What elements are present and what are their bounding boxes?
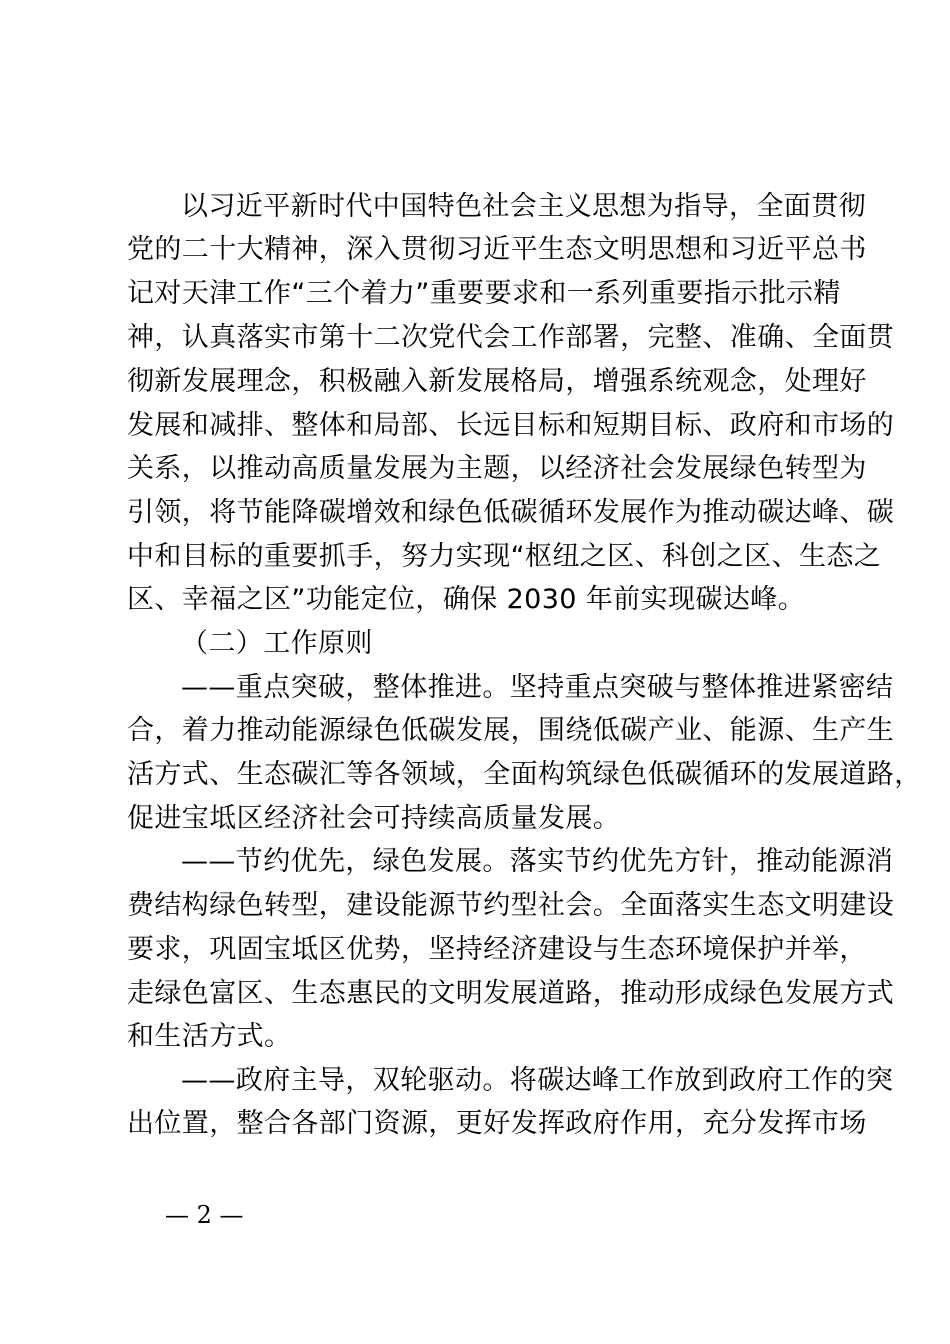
paragraph-line-8: 引领，将节能降碳增效和绿色低碳循环发展作为推动碳达峰、碳 <box>127 497 895 528</box>
principle-1-line-1: ——重点突破，整体推进。坚持重点突破与整体推进紧密结 <box>181 672 894 703</box>
paragraph-line-9: 中和目标的重要抓手，努力实现“枢纽之区、科创之区、生态之 <box>127 541 882 572</box>
principle-2-line-5: 和生活方式。 <box>127 1021 292 1052</box>
principle-1-line-3: 活方式、生态碳汇等各领域，全面构筑绿色低碳循环的发展道路， <box>127 759 922 790</box>
paragraph-line-5: 彻新发展理念，积极融入新发展格局，增强系统观念，处理好 <box>127 366 867 397</box>
paragraph-line-3: 记对天津工作“三个着力”重要要求和一系列重要指示批示精 <box>127 278 841 309</box>
principle-1-line-2: 合，着力推动能源绿色低碳发展，围绕低碳产业、能源、生产生 <box>127 715 895 746</box>
paragraph-line-6: 发展和减排、整体和局部、长远目标和短期目标、政府和市场的 <box>127 410 895 441</box>
page-number: — 2 — <box>165 1201 244 1229</box>
principle-1-line-4: 促进宝坻区经济社会可持续高质量发展。 <box>127 803 621 834</box>
section-heading: （二）工作原则 <box>181 628 373 659</box>
principle-2-line-4: 走绿色富区、生态惠民的文明发展道路，推动形成绿色发展方式 <box>127 978 895 1009</box>
paragraph-line-2: 党的二十大精神，深入贯彻习近平生态文明思想和习近平总书 <box>127 234 867 265</box>
principle-2-line-2: 费结构绿色转型，建设能源节约型社会。全面落实生态文明建设 <box>127 890 895 921</box>
principle-3-line-2: 出位置，整合各部门资源，更好发挥政府作用，充分发挥市场 <box>127 1108 867 1139</box>
paragraph-line-4: 神，认真落实市第十二次党代会工作部署，完整、准确、全面贯 <box>127 322 895 353</box>
paragraph-line-7: 关系，以推动高质量发展为主题，以经济社会发展绿色转型为 <box>127 453 867 484</box>
principle-3-line-1: ——政府主导，双轮驱动。将碳达峰工作放到政府工作的突 <box>181 1065 894 1096</box>
principle-2-line-3: 要求，巩固宝坻区优势，坚持经济建设与生态环境保护并举， <box>127 934 867 965</box>
paragraph-line-1: 以习近平新时代中国特色社会主义思想为指导，全面贯彻 <box>181 191 866 222</box>
principle-2-line-1: ——节约优先，绿色发展。落实节约优先方针，推动能源消 <box>181 846 894 877</box>
paragraph-line-10: 区、幸福之区”功能定位，确保 2030 年前实现碳达峰。 <box>127 584 806 615</box>
